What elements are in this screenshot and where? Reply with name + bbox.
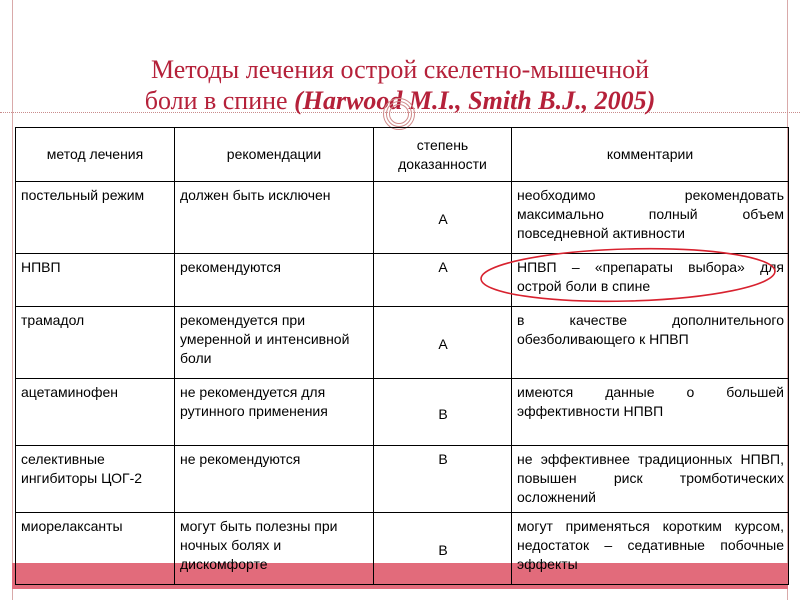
table-row [16,307,789,379]
cell-recommendation: не рекомендуется для рутинного применения [175,379,374,446]
cell-recommendation: рекомендуется при умеренной и интенсивной боли [175,307,374,379]
cell-method: селективные ингибиторы ЦОГ-2 [16,446,175,513]
header-recommendation: рекомендации [175,128,374,182]
cell-evidence-level: В [374,446,512,513]
cell-method: ацетаминофен [16,379,175,446]
cell-comment: НПВП – «препараты выбора» для острой боли в спине [512,254,789,307]
cell-method: постельный режим [16,182,175,254]
treatment-methods-table [15,127,789,585]
table-row [16,379,789,446]
cell-evidence-level: А [374,307,512,379]
title-line-1: Методы лечения острой скелетно-мышечной [150,55,650,84]
header-comment: комментарии [512,128,789,182]
cell-recommendation: рекомендуются [175,254,374,307]
cell-evidence-level: В [374,379,512,446]
cell-recommendation: не рекомендуются [175,446,374,513]
table-row [16,446,789,513]
cell-comment: имеются данные о большей эффективности НПВП [512,379,789,446]
cell-method: трамадол [16,307,175,379]
cell-method: миорелаксанты [16,513,175,585]
table-row [16,254,789,307]
cell-evidence-level: В [374,513,512,585]
cell-evidence-level: А [374,254,512,307]
cell-recommendation: могут быть полезны при ночных болях и дискомфорте [175,513,374,585]
cell-comment: в качестве дополнительного обезболивающего к НПВП [512,307,789,379]
title-line-2-prefix: боли в спине [144,86,288,115]
header-evidence-level: степень доказанности [374,128,512,182]
cell-comment: не эффективнее традиционных НПВП, повышен риск тромботических осложнений [512,446,789,513]
decorative-circles-icon [383,98,415,130]
cell-evidence-level: А [374,182,512,254]
table-row [16,513,789,585]
header-method: метод лечения [16,128,175,182]
cell-recommendation: должен быть исключен [175,182,374,254]
title-reference: (Harwood M.I., Smith B.J., 2005) [294,86,656,115]
table-row [16,182,789,254]
cell-comment: необходимо рекомендовать максимально полный объем повседневной активности [512,182,789,254]
cell-method: НПВП [16,254,175,307]
cell-comment: могут применяться коротким курсом, недостаток – седативные побочные эффекты [512,513,789,585]
table-header-row [16,128,789,182]
